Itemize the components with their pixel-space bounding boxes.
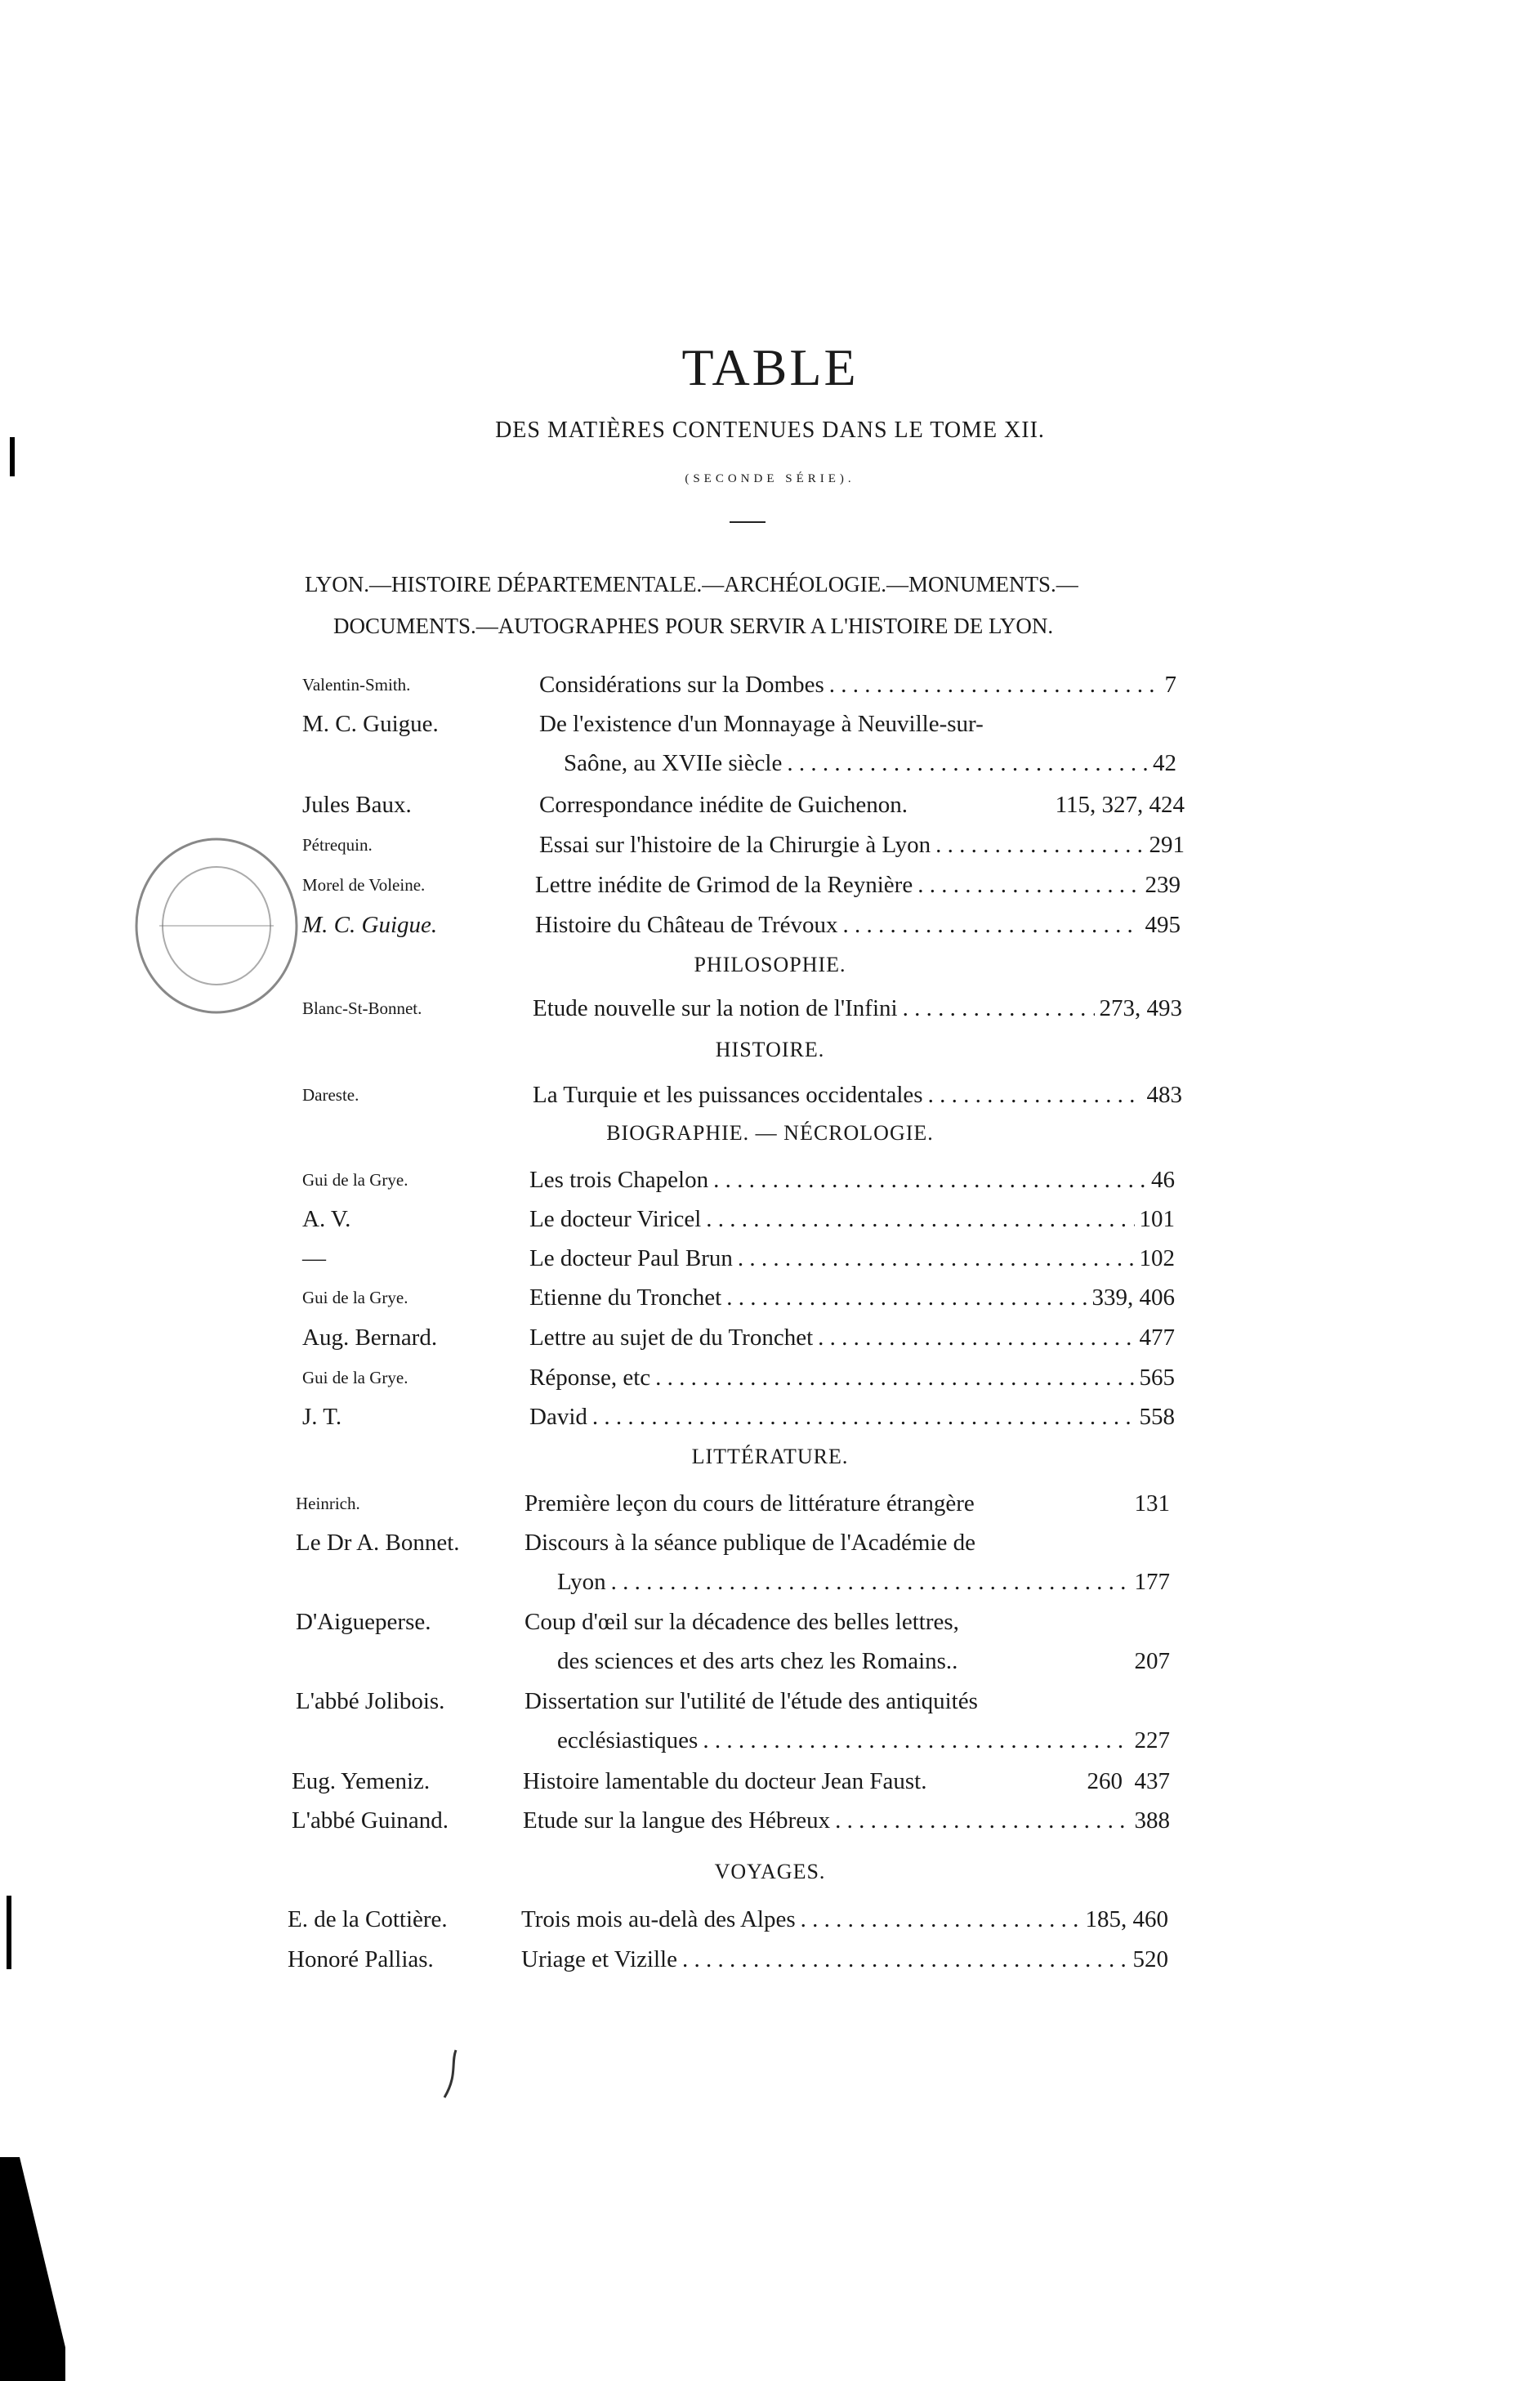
entry-work bbox=[539, 708, 1176, 740]
entry-title: Lettre inédite de Grimod de la Reynière bbox=[535, 872, 913, 898]
entry-pages: 495 bbox=[1145, 912, 1181, 938]
entry-work bbox=[539, 668, 1176, 701]
entry-title: Réponse, etc bbox=[529, 1365, 651, 1391]
entry-author: Eug. Yemeniz. bbox=[292, 1768, 431, 1794]
entry-pages: 558 bbox=[1139, 1404, 1175, 1430]
entry-work bbox=[524, 1685, 1170, 1718]
entry-title: Les trois Chapelon bbox=[529, 1167, 709, 1193]
entry-work bbox=[524, 1526, 1170, 1559]
entry-title: David bbox=[529, 1404, 587, 1430]
entry-title: Histoire lamentable du docteur Jean Faust. bbox=[523, 1768, 927, 1794]
entry-title: Première leçon du cours de littérature étrangère bbox=[524, 1490, 975, 1517]
section-heading-philosophie: PHILOSOPHIE. bbox=[694, 953, 846, 976]
entry-author: Honoré Pallias. bbox=[288, 1946, 434, 1972]
entry-author: Gui de la Grye. bbox=[302, 1288, 408, 1307]
intro-heading-line1: LYON.—HISTOIRE DÉPARTEMENTALE.—ARCHÉOLOGIE.—MONUMENTS.— bbox=[305, 572, 1078, 596]
entry-author: A. V. bbox=[302, 1206, 351, 1232]
entry-work-cont bbox=[564, 747, 1176, 780]
entry-pages: 520 bbox=[1132, 1946, 1168, 1972]
entry-author: Valentin-Smith. bbox=[302, 675, 411, 695]
entry-title: De l'existence d'un Monnayage à Neuville-sur- bbox=[539, 711, 984, 737]
entry-title: Etienne du Tronchet bbox=[529, 1284, 722, 1311]
entry-pages: 207 bbox=[1134, 1648, 1170, 1674]
entry-author: L'abbé Guinand. bbox=[292, 1807, 449, 1834]
section-heading-voyages: VOYAGES. bbox=[714, 1860, 826, 1883]
entry-work bbox=[529, 1164, 1175, 1196]
entry-work bbox=[529, 1203, 1175, 1235]
entry-work bbox=[523, 1765, 1170, 1798]
entry-author: Aug. Bernard. bbox=[302, 1325, 438, 1351]
entry-author: M. C. Guigue. bbox=[302, 711, 439, 737]
entry-work bbox=[524, 1606, 1170, 1638]
scan-mark bbox=[10, 437, 15, 476]
entry-work bbox=[521, 1943, 1168, 1976]
entry-pages: 388 bbox=[1134, 1807, 1170, 1834]
entry-work-cont bbox=[557, 1566, 1170, 1598]
entry-work bbox=[539, 829, 1185, 861]
entry-title-cont: des sciences et des arts chez les Romains.. bbox=[557, 1648, 958, 1674]
entry-pages: 239 bbox=[1145, 872, 1181, 898]
entry-work-cont bbox=[557, 1724, 1170, 1757]
entry-pages: 339, 406 bbox=[1091, 1284, 1175, 1311]
entry-title: La Turquie et les puissances occidentales bbox=[533, 1082, 923, 1108]
entry-work bbox=[535, 909, 1181, 941]
entry-author: D'Aigueperse. bbox=[296, 1609, 431, 1635]
entry-pages: 115, 327, 424 bbox=[1055, 792, 1185, 818]
entry-title-cont: ecclésiastiques bbox=[557, 1727, 699, 1753]
entry-author: M. C. Guigue. bbox=[302, 912, 438, 938]
entry-author: Jules Baux. bbox=[302, 792, 412, 818]
entry-pages: 227 bbox=[1134, 1727, 1170, 1753]
entry-author: Gui de la Grye. bbox=[302, 1170, 408, 1190]
entry-title: Etude nouvelle sur la notion de l'Infini bbox=[533, 995, 898, 1021]
entry-author: — bbox=[302, 1245, 326, 1271]
entry-pages: 477 bbox=[1139, 1325, 1175, 1351]
series-label: (SECONDE SÉRIE). bbox=[685, 472, 855, 485]
entry-work bbox=[523, 1804, 1170, 1837]
entry-work bbox=[529, 1400, 1175, 1433]
entry-title: Essai sur l'histoire de la Chirurgie à Lyon bbox=[539, 832, 931, 858]
library-stamp bbox=[127, 829, 306, 1021]
entry-author: L'abbé Jolibois. bbox=[296, 1688, 445, 1714]
entry-author: Le Dr A. Bonnet. bbox=[296, 1530, 460, 1556]
entry-work bbox=[521, 1903, 1168, 1936]
page-title: TABLE bbox=[681, 338, 859, 396]
title-rule bbox=[730, 521, 766, 523]
entry-author: E. de la Cottière. bbox=[288, 1906, 448, 1932]
entry-pages: 7 bbox=[1164, 672, 1176, 698]
entry-work bbox=[529, 1281, 1175, 1314]
entry-author: Blanc-St-Bonnet. bbox=[302, 998, 422, 1018]
entry-pages: 483 bbox=[1146, 1082, 1182, 1108]
entry-author: Heinrich. bbox=[296, 1494, 360, 1513]
entry-title: Correspondance inédite de Guichenon. bbox=[539, 792, 908, 818]
entry-title: Le docteur Paul Brun bbox=[529, 1245, 733, 1271]
entry-work bbox=[529, 1242, 1175, 1275]
entry-author: Dareste. bbox=[302, 1085, 359, 1105]
entry-title: Considérations sur la Dombes bbox=[539, 672, 824, 698]
entry-pages: 565 bbox=[1139, 1365, 1175, 1391]
entry-title: Discours à la séance publique de l'Académie de bbox=[524, 1530, 975, 1556]
entry-title-cont: Saône, au XVIIe siècle bbox=[564, 750, 783, 776]
entry-title: Uriage et Vizille bbox=[521, 1946, 677, 1972]
entry-pages: 46 bbox=[1151, 1167, 1175, 1193]
entry-title: Coup d'œil sur la décadence des belles lettres, bbox=[524, 1609, 959, 1635]
entry-title: Etude sur la langue des Hébreux bbox=[523, 1807, 831, 1834]
entry-author: Morel de Voleine. bbox=[302, 875, 426, 895]
section-heading-histoire: HISTOIRE. bbox=[715, 1038, 825, 1061]
ink-mark bbox=[433, 2047, 466, 2104]
entry-pages: 102 bbox=[1139, 1245, 1175, 1271]
entry-work bbox=[529, 1321, 1175, 1354]
entry-title: Dissertation sur l'utilité de l'étude des antiquités bbox=[524, 1688, 978, 1714]
entry-title: Histoire du Château de Trévoux bbox=[535, 912, 838, 938]
entry-title-cont: Lyon bbox=[557, 1569, 606, 1595]
scan-shadow bbox=[0, 2157, 65, 2381]
entry-author: J. T. bbox=[302, 1404, 342, 1430]
entry-title: Trois mois au-delà des Alpes bbox=[521, 1906, 796, 1932]
entry-work bbox=[533, 992, 1182, 1025]
entry-pages: 177 bbox=[1134, 1569, 1170, 1595]
section-heading-biographie: BIOGRAPHIE. — NÉCROLOGIE. bbox=[606, 1121, 934, 1145]
scan-mark bbox=[7, 1896, 11, 1969]
entry-pages: 101 bbox=[1139, 1206, 1175, 1232]
entry-work-cont bbox=[557, 1645, 1170, 1677]
entry-pages: 273, 493 bbox=[1099, 995, 1182, 1021]
section-heading-litterature: LITTÉRATURE. bbox=[691, 1445, 849, 1468]
entry-pages: 291 bbox=[1149, 832, 1185, 858]
intro-heading-line2: DOCUMENTS.—AUTOGRAPHES POUR SERVIR A L'HISTOIRE DE LYON. bbox=[333, 614, 1054, 638]
entry-author: Gui de la Grye. bbox=[302, 1368, 408, 1387]
entry-title: Lettre au sujet de du Tronchet bbox=[529, 1325, 814, 1351]
entry-title: Le docteur Viricel bbox=[529, 1206, 702, 1232]
entry-pages: 185, 460 bbox=[1085, 1906, 1168, 1932]
page-subtitle: DES MATIÈRES CONTENUES DANS LE TOME XII. bbox=[495, 418, 1045, 443]
entry-work bbox=[524, 1487, 1170, 1520]
entry-work bbox=[539, 788, 1185, 821]
entry-pages: 42 bbox=[1153, 750, 1176, 776]
entry-work bbox=[529, 1361, 1175, 1394]
entry-pages: 131 bbox=[1134, 1490, 1170, 1517]
entry-work bbox=[533, 1079, 1182, 1111]
entry-work bbox=[535, 869, 1181, 901]
entry-pages: 260 437 bbox=[1087, 1768, 1170, 1794]
entry-author: Pétrequin. bbox=[302, 835, 373, 855]
